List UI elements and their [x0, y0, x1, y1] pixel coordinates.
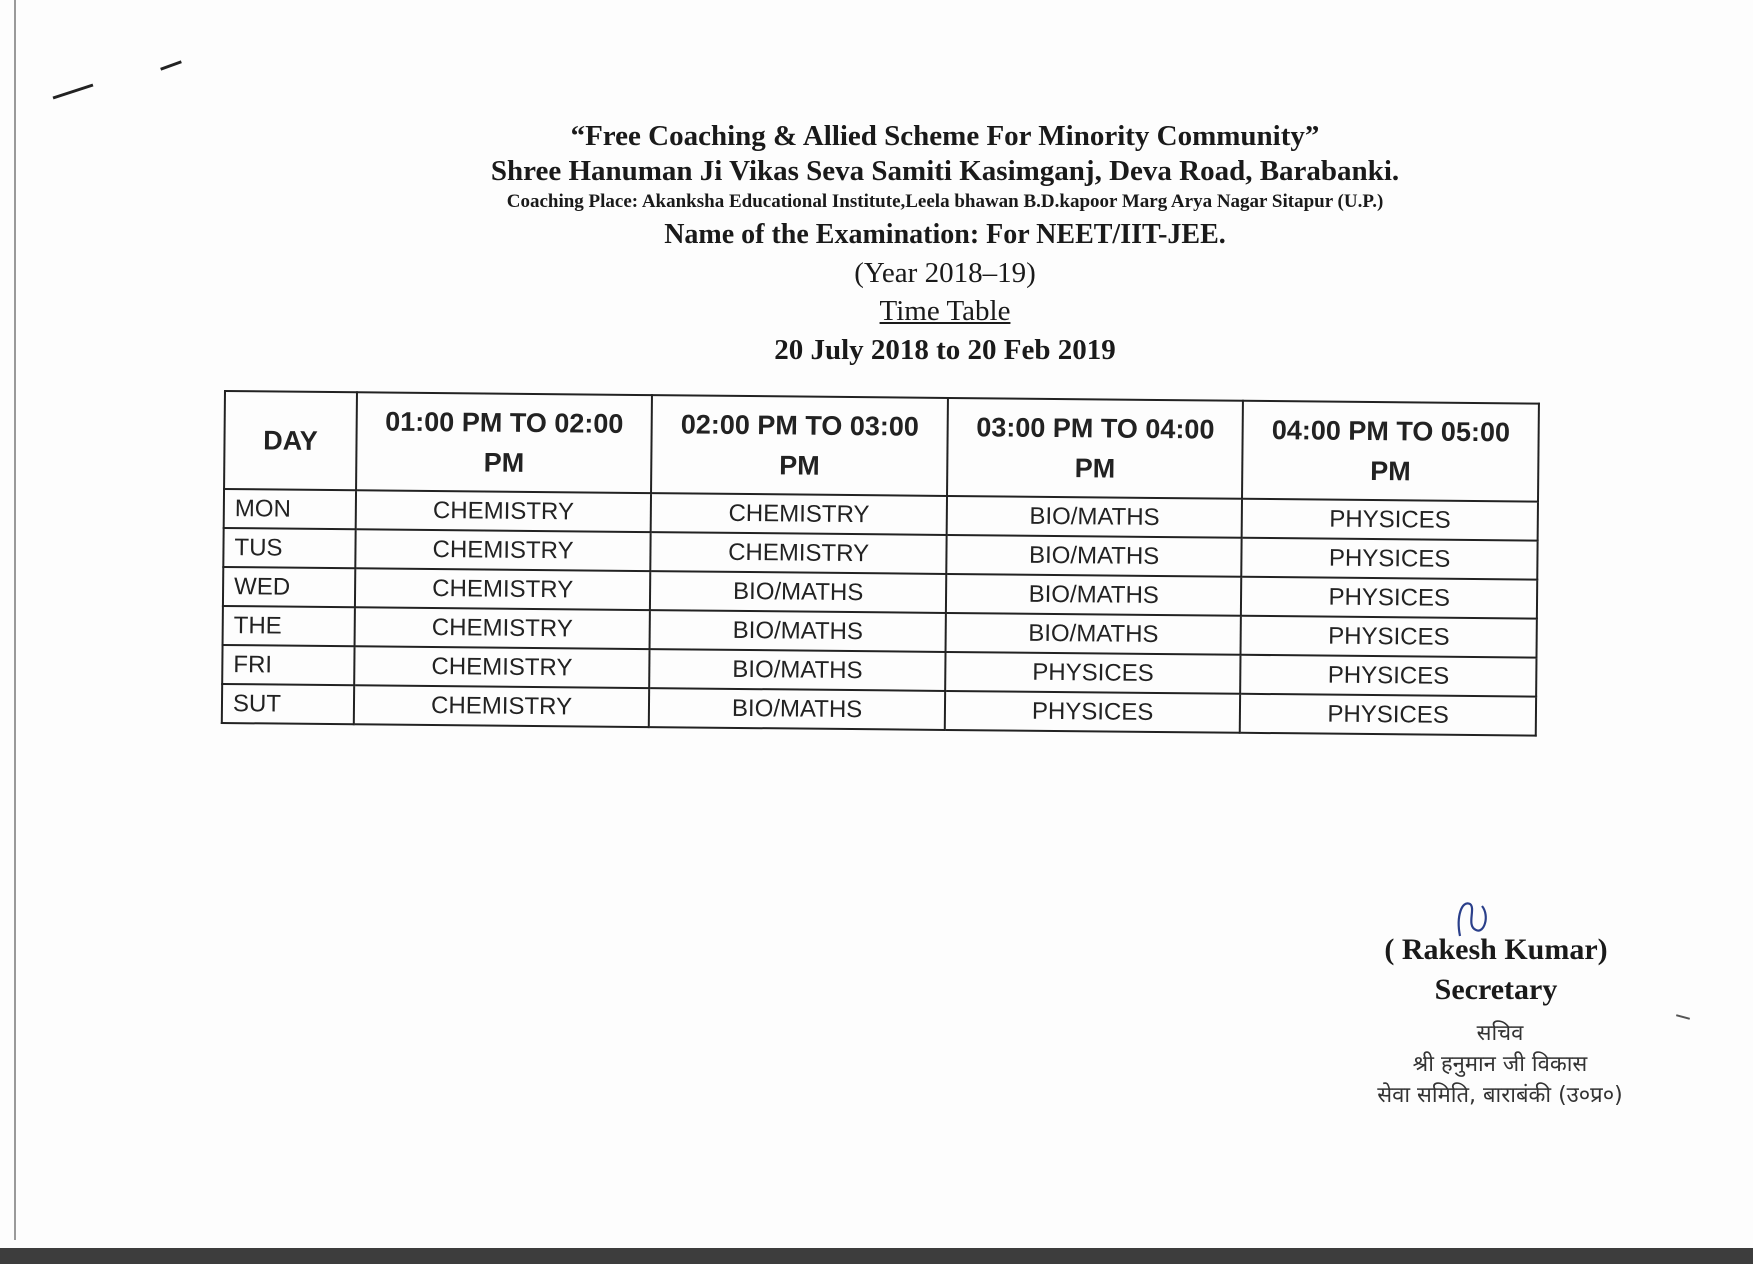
- subject-cell: CHEMISTRY: [355, 529, 651, 571]
- subject-cell: BIO/MATHS: [650, 649, 946, 691]
- subject-cell: BIO/MATHS: [946, 535, 1242, 577]
- subject-cell: PHYSICES: [1242, 499, 1538, 541]
- subject-cell: BIO/MATHS: [947, 496, 1243, 538]
- column-header-slot-2: 02:00 PM TO 03:00 PM: [651, 395, 947, 496]
- scheme-title: “Free Coaching & Allied Scheme For Minority Community”: [570, 120, 1320, 152]
- subject-cell: CHEMISTRY: [651, 532, 947, 574]
- subject-cell: PHYSICES: [1241, 577, 1537, 619]
- official-stamp: [1350, 1018, 1650, 1111]
- subject-cell: PHYSICES: [945, 691, 1241, 733]
- subject-cell: CHEMISTRY: [355, 490, 651, 532]
- signatory-designation: Secretary: [1434, 973, 1558, 1006]
- signatory-name: ( Rakesh Kumar): [1384, 933, 1608, 966]
- examination-name: Name of the Examination: For NEET/IIT-JEE.: [664, 219, 1226, 250]
- coaching-place: Coaching Place: Akanksha Educational Institute,Leela bhawan B.D.kapoor Marg Arya Nagar Sitapur (U.P.): [506, 191, 1384, 212]
- subject-cell: PHYSICES: [945, 652, 1241, 694]
- subject-cell: PHYSICES: [1242, 538, 1538, 580]
- academic-year: (Year 2018–19): [854, 257, 1036, 289]
- pen-mark: [1676, 1014, 1690, 1020]
- column-header-slot-4: 04:00 PM TO 05:00 PM: [1242, 401, 1538, 502]
- subject-cell: CHEMISTRY: [354, 685, 650, 727]
- day-cell: FRI: [222, 645, 354, 685]
- subject-cell: CHEMISTRY: [354, 607, 650, 649]
- document-header: [400, 118, 1490, 370]
- subject-cell: CHEMISTRY: [354, 646, 650, 688]
- table-header-row: [224, 391, 1539, 502]
- scan-border-bottom: [0, 1248, 1753, 1264]
- pen-mark: [160, 60, 182, 70]
- subject-cell: BIO/MATHS: [649, 688, 945, 730]
- subject-cell: BIO/MATHS: [946, 574, 1242, 616]
- column-header-slot-3: 03:00 PM TO 04:00 PM: [947, 398, 1243, 499]
- pen-mark: [53, 84, 94, 100]
- column-header-slot-1: 01:00 PM TO 02:00 PM: [356, 392, 652, 493]
- day-cell: MON: [224, 489, 356, 529]
- table-title-text: Time Table: [879, 295, 1011, 327]
- subject-cell: BIO/MATHS: [945, 613, 1241, 655]
- column-header-day: DAY: [224, 391, 357, 490]
- timetable: [221, 390, 1540, 737]
- signature-block: [1336, 930, 1656, 1010]
- subject-cell: PHYSICES: [1241, 655, 1537, 697]
- subject-cell: CHEMISTRY: [651, 493, 947, 535]
- subject-cell: BIO/MATHS: [650, 610, 946, 652]
- stamp-line-1: सचिव: [1476, 1021, 1524, 1046]
- subject-cell: CHEMISTRY: [355, 568, 651, 610]
- stamp-line-2: श्री हनुमान जी विकास: [1412, 1052, 1588, 1077]
- day-cell: THE: [223, 606, 355, 646]
- organisation-name: Shree Hanuman Ji Vikas Seva Samiti Kasimganj, Deva Road, Barabanki.: [490, 155, 1400, 187]
- day-cell: TUS: [223, 528, 355, 568]
- day-cell: WED: [223, 567, 355, 607]
- stamp-line-3: सेवा समिति, बाराबंकी (उ०प्र०): [1377, 1083, 1623, 1108]
- subject-cell: BIO/MATHS: [650, 571, 946, 613]
- table-title: [400, 292, 1490, 330]
- date-range: 20 July 2018 to 20 Feb 2019: [774, 334, 1116, 366]
- subject-cell: PHYSICES: [1241, 616, 1537, 658]
- subject-cell: PHYSICES: [1240, 694, 1536, 736]
- day-cell: SUT: [222, 684, 354, 724]
- page-edge-left: [14, 0, 16, 1240]
